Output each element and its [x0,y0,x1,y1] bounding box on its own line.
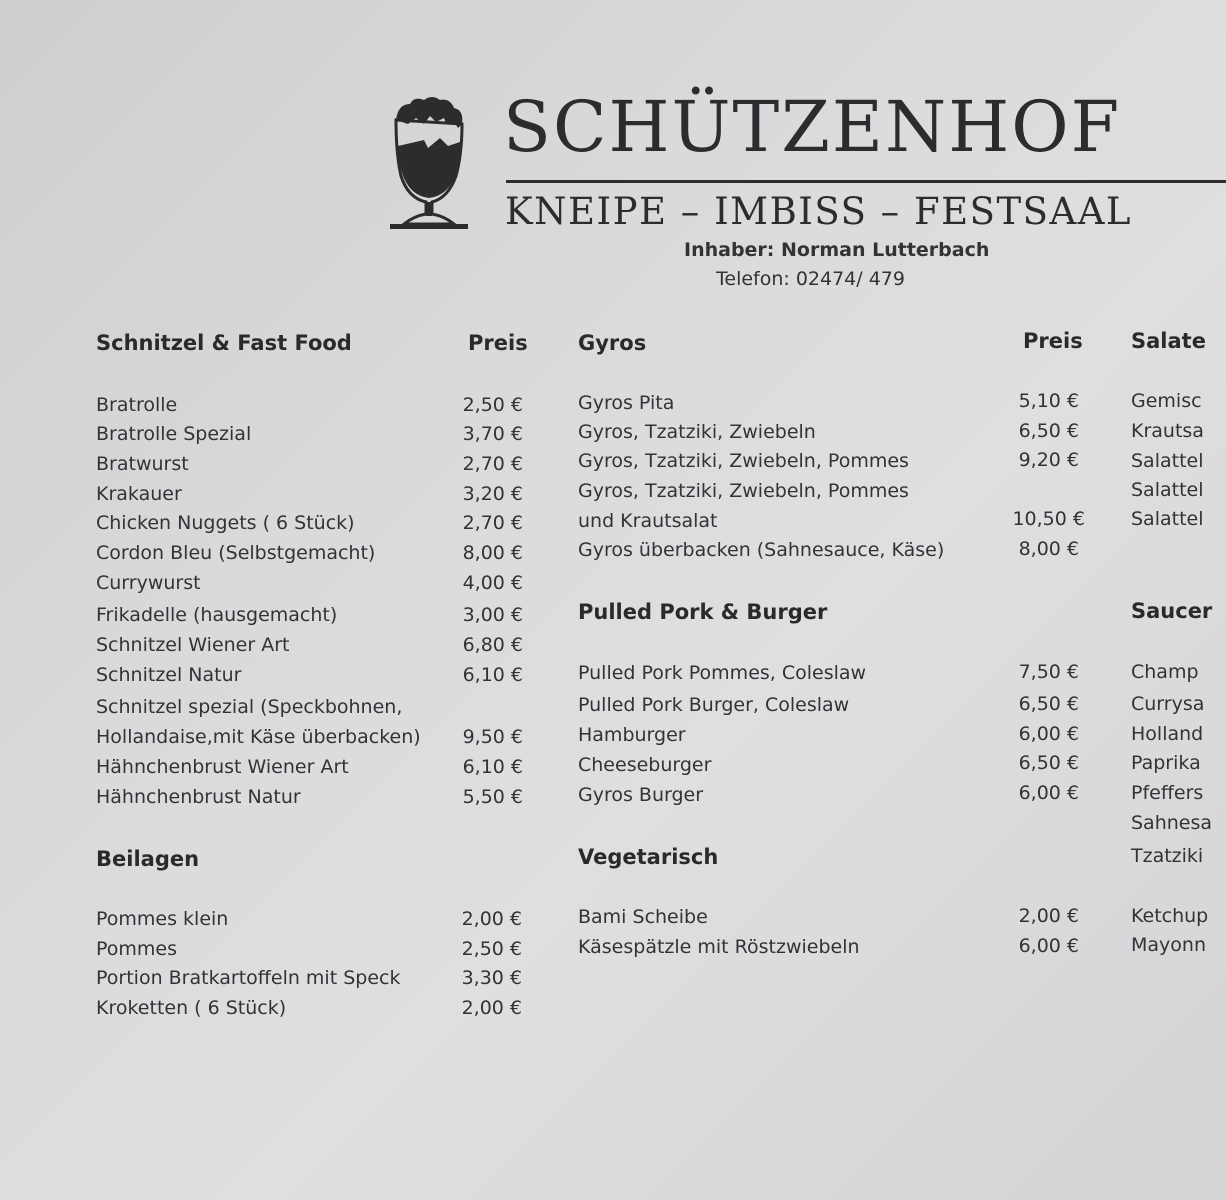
menu-item-name: Currywurst [96,572,201,594]
brand-name: SCHÜTZENHOF [503,86,1122,168]
menu-item-price: 6,10 € [462,664,523,686]
menu-item-price: 2,70 € [462,453,523,475]
menu-item-price: 6,50 € [1018,420,1079,442]
menu-item-name: Hähnchenbrust Natur [96,786,301,808]
menu-item-name: Gyros Pita [578,392,675,414]
menu-item-name: und Krautsalat [578,510,718,532]
menu-item-price: 6,00 € [1018,723,1079,745]
menu-item-price: 3,20 € [462,483,523,505]
brand-divider [506,180,1226,183]
menu-item-price: 2,70 € [462,512,523,534]
phone-line: Telefon: 02474/ 479 [716,268,905,290]
menu-item-name: Salattel [1131,450,1204,472]
menu-item-name: Hähnchenbrust Wiener Art [96,756,349,778]
menu-item-name: Pulled Pork Pommes, Coleslaw [578,662,867,684]
menu-item-name: Cheeseburger [578,754,712,776]
menu-item-price: 4,00 € [462,572,523,594]
menu-item-price: 8,00 € [1018,538,1079,560]
menu-item-price: 3,00 € [462,604,523,626]
menu-item-price: 2,00 € [461,908,522,930]
menu-item-price: 10,50 € [1012,508,1085,530]
menu-item-price: 5,50 € [462,786,523,808]
menu-item-name: Bami Scheibe [578,906,708,928]
menu-item-name: Sahnesa [1131,812,1213,834]
section-title-saucen: Saucer [1131,599,1213,623]
menu-item-price: 8,00 € [462,542,523,564]
menu-item-name: Paprika [1131,752,1201,774]
menu-item-price: 6,00 € [1018,935,1079,957]
menu-item-name: Bratrolle [96,394,178,416]
menu-item-name: Mayonn [1131,934,1206,956]
menu-item-name: Gyros, Tzatziki, Zwiebeln [578,421,816,443]
menu-item-price: 5,10 € [1018,390,1079,412]
price-header: Preis [468,331,528,355]
section-title-burger: Pulled Pork & Burger [578,600,828,624]
menu-item-price: 6,10 € [462,756,523,778]
menu-item-name: Schnitzel spezial (Speckbohnen, [96,696,403,718]
menu-item-price: 2,50 € [462,394,523,416]
menu-item-name: Salattel [1131,479,1204,501]
menu-item-price: 2,00 € [461,997,522,1019]
menu-item-name: Currysa [1131,693,1205,715]
menu-item-name: Pommes [96,938,178,960]
menu-item-name: Krautsa [1131,420,1204,442]
menu-item-price: 6,00 € [1018,782,1079,804]
owner-line: Inhaber: Norman Lutterbach [684,239,990,261]
section-title-beilagen: Beilagen [96,847,200,871]
menu-item-name: Cordon Bleu (Selbstgemacht) [96,542,376,564]
section-title-gyros: Gyros [578,331,647,355]
menu-item-name: Pulled Pork Burger, Coleslaw [578,694,850,716]
menu-item-price: 2,00 € [1018,905,1079,927]
menu-item-price: 6,50 € [1018,693,1079,715]
menu-item-name: Krakauer [96,483,182,505]
menu-item-price: 6,80 € [462,634,523,656]
section-title-schnitzel: Schnitzel & Fast Food [96,331,352,355]
menu-item-name: Ketchup [1131,905,1209,927]
menu-item-name: Schnitzel Wiener Art [96,634,290,656]
menu-item-name: Pfeffers [1131,782,1204,804]
section-title-salate: Salate [1131,329,1206,353]
menu-item-name: Käsespätzle mit Röstzwiebeln [578,936,860,958]
menu-item-name: Gyros, Tzatziki, Zwiebeln, Pommes [578,450,909,472]
menu-item-name: Bratrolle Spezial [96,423,252,445]
menu-item-price: 3,70 € [462,423,523,445]
menu-item-name: Hollandaise,mit Käse überbacken) [96,726,421,748]
menu-item-name: Gyros, Tzatziki, Zwiebeln, Pommes [578,480,909,502]
menu-item-name: Portion Bratkartoffeln mit Speck [96,967,401,989]
section-title-vegetarisch: Vegetarisch [578,845,719,869]
menu-item-name: Kroketten ( 6 Stück) [96,997,287,1019]
menu-item-name: Champ [1131,661,1199,683]
menu-item-name: Pommes klein [96,908,229,930]
beer-glass-logo [384,94,474,232]
menu-item-name: Salattel [1131,508,1204,530]
menu-item-price: 3,30 € [461,967,522,989]
menu-item-name: Tzatziki [1131,845,1204,867]
menu-item-name: Gyros Burger [578,784,704,806]
menu-item-price: 9,50 € [462,726,523,748]
menu-item-price: 9,20 € [1018,449,1079,471]
menu-item-name: Schnitzel Natur [96,664,242,686]
menu-item-name: Chicken Nuggets ( 6 Stück) [96,512,355,534]
menu-item-name: Bratwurst [96,453,189,475]
brand-tagline: KNEIPE – IMBISS – FESTSAAL [505,190,1133,233]
price-header: Preis [1023,329,1083,353]
menu-item-name: Frikadelle (hausgemacht) [96,604,338,626]
menu-item-name: Holland [1131,723,1204,745]
menu-item-price: 6,50 € [1018,752,1079,774]
menu-item-name: Gyros überbacken (Sahnesauce, Käse) [578,539,945,561]
menu-item-name: Gemisc [1131,390,1202,412]
menu-item-price: 2,50 € [461,938,522,960]
menu-item-price: 7,50 € [1018,661,1079,683]
menu-item-name: Hamburger [578,724,686,746]
